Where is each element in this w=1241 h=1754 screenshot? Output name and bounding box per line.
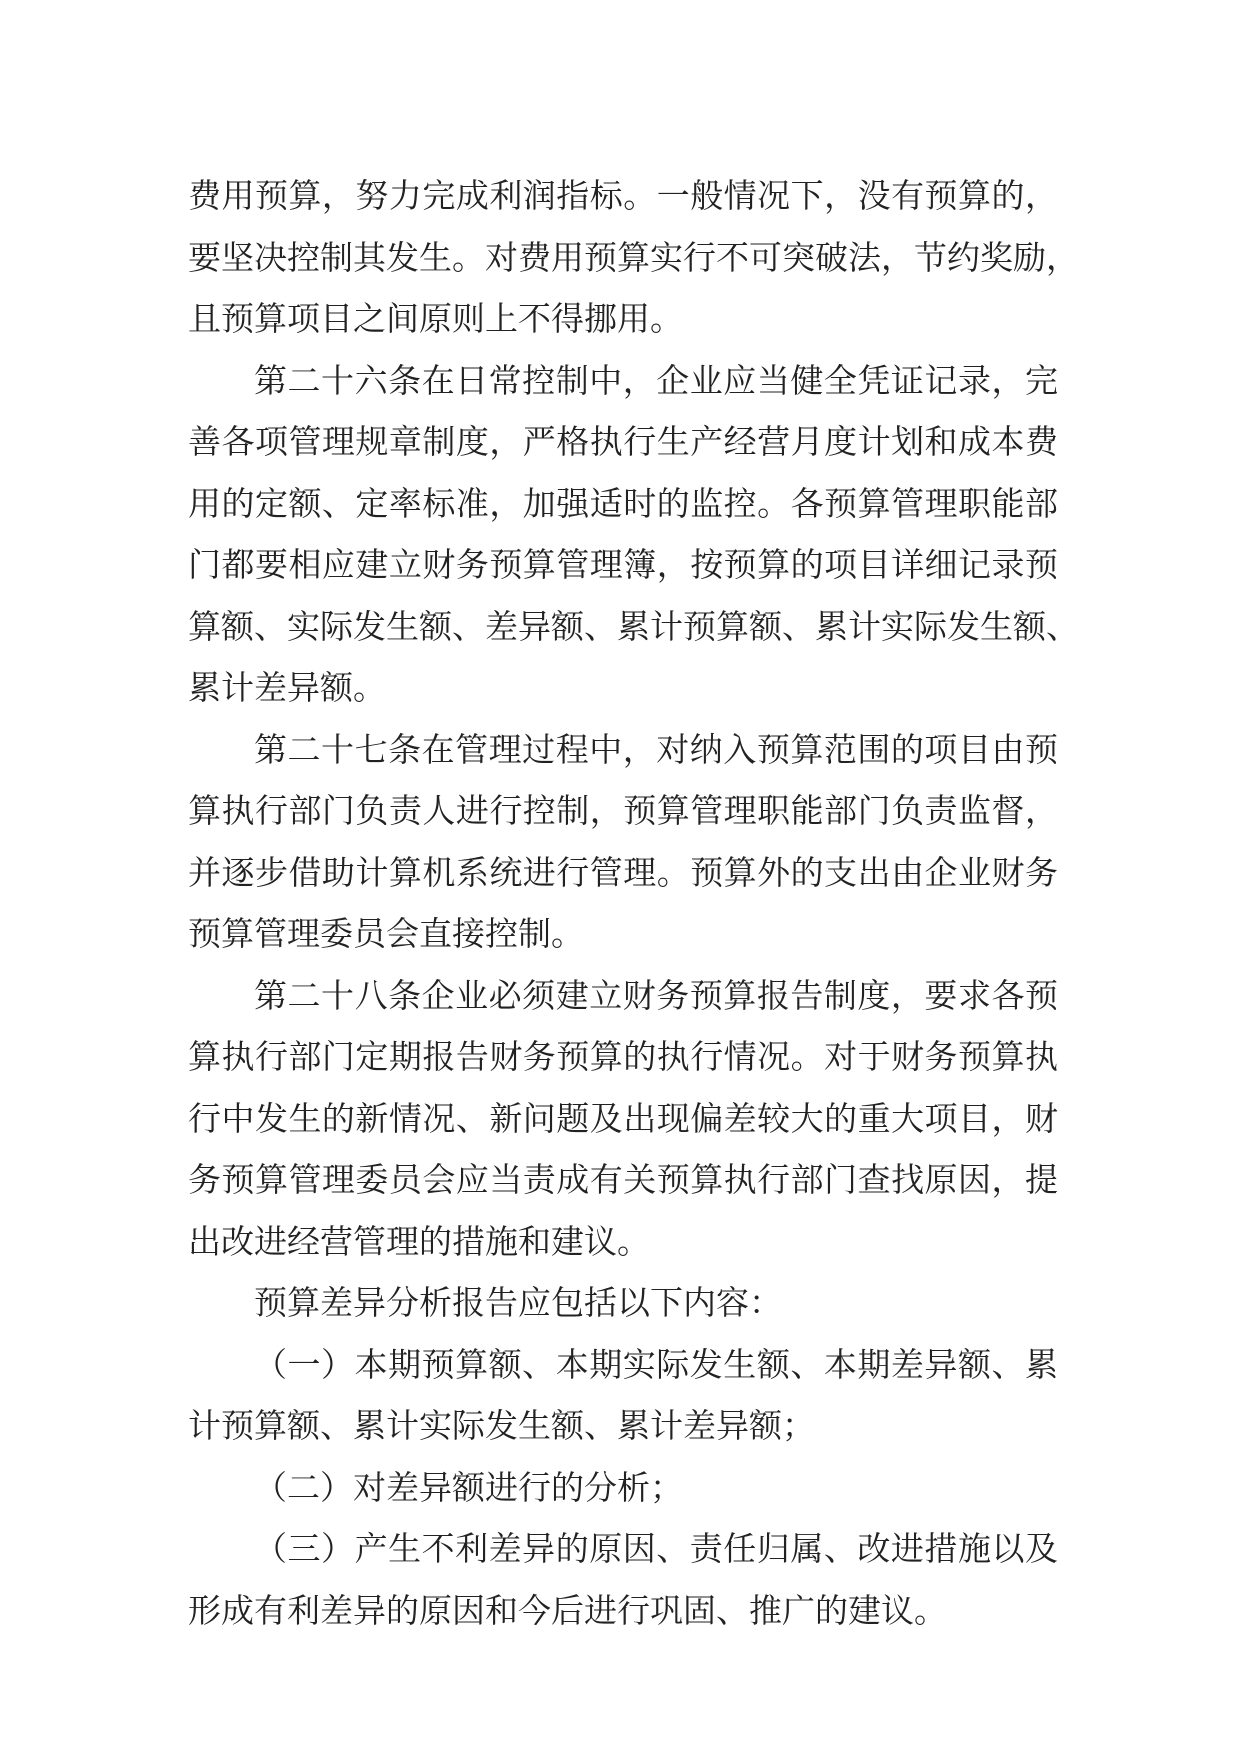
text-line: 用的定额、定率标准，加强适时的监控。各预算管理职能部 [188,483,1058,523]
text-line: 并逐步借助计算机系统进行管理。预算外的支出由企业财务 [188,852,1058,892]
text-line: 算执行部门负责人进行控制，预算管理职能部门负责监督， [188,791,1058,830]
text-line: 要坚决控制其发生。对费用预算实行不可突破法，节约奖励， [188,237,1079,277]
text-line: 预算差异分析报告应包括以下内容： [254,1283,782,1322]
text-line: 算额、实际发生额、差异额、累计预算额、累计实际发生额、 [188,606,1079,646]
text-line: （二）对差异额进行的分析； [254,1467,683,1507]
paragraph-article-28 [188,965,1058,1273]
text-line: （一）本期预算额、本期实际发生额、本期差异额、累 [254,1344,1058,1384]
list-item-3 [188,1518,1058,1641]
paragraph-article-27 [188,719,1058,965]
text-line: 形成有利差异的原因和今后进行巩固、推广的建议。 [188,1590,947,1630]
text-line: 行中发生的新情况、新问题及出现偏差较大的重大项目，财 [188,1098,1058,1138]
paragraph-variance-report-contents [188,1272,1058,1334]
paragraph-expense-budget-intro [188,165,1079,350]
text-line: 务预算管理委员会应当责成有关预算执行部门查找原因，提 [188,1160,1058,1199]
text-line: （三）产生不利差异的原因、责任归属、改进措施以及 [254,1529,1058,1568]
text-line: 算执行部门定期报告财务预算的执行情况。对于财务预算执 [188,1037,1058,1076]
text-line: 累计差异额。 [188,668,386,707]
paragraph-article-26 [188,350,1079,719]
text-line: 计预算额、累计实际发生额、累计差异额； [188,1406,815,1445]
text-line: 善各项管理规章制度，严格执行生产经营月度计划和成本费 [188,422,1058,461]
text-line: 出改进经营管理的措施和建议。 [188,1221,650,1261]
document-body [188,165,1079,1641]
text-line: 第二十六条在日常控制中，企业应当健全凭证记录，完 [254,360,1058,400]
text-line: 第二十八条企业必须建立财务预算报告制度，要求各预 [254,975,1058,1015]
list-item-1 [188,1334,1058,1457]
text-line: 第二十七条在管理过程中，对纳入预算范围的项目由预 [254,729,1058,769]
text-line: 费用预算，努力完成利润指标。一般情况下，没有预算的， [188,176,1058,215]
text-line: 且预算项目之间原则上不得挪用。 [188,299,683,338]
text-line: 预算管理委员会直接控制。 [188,914,584,953]
text-line: 门都要相应建立财务预算管理簿，按预算的项目详细记录预 [188,545,1058,584]
list-item-2 [188,1457,1058,1519]
